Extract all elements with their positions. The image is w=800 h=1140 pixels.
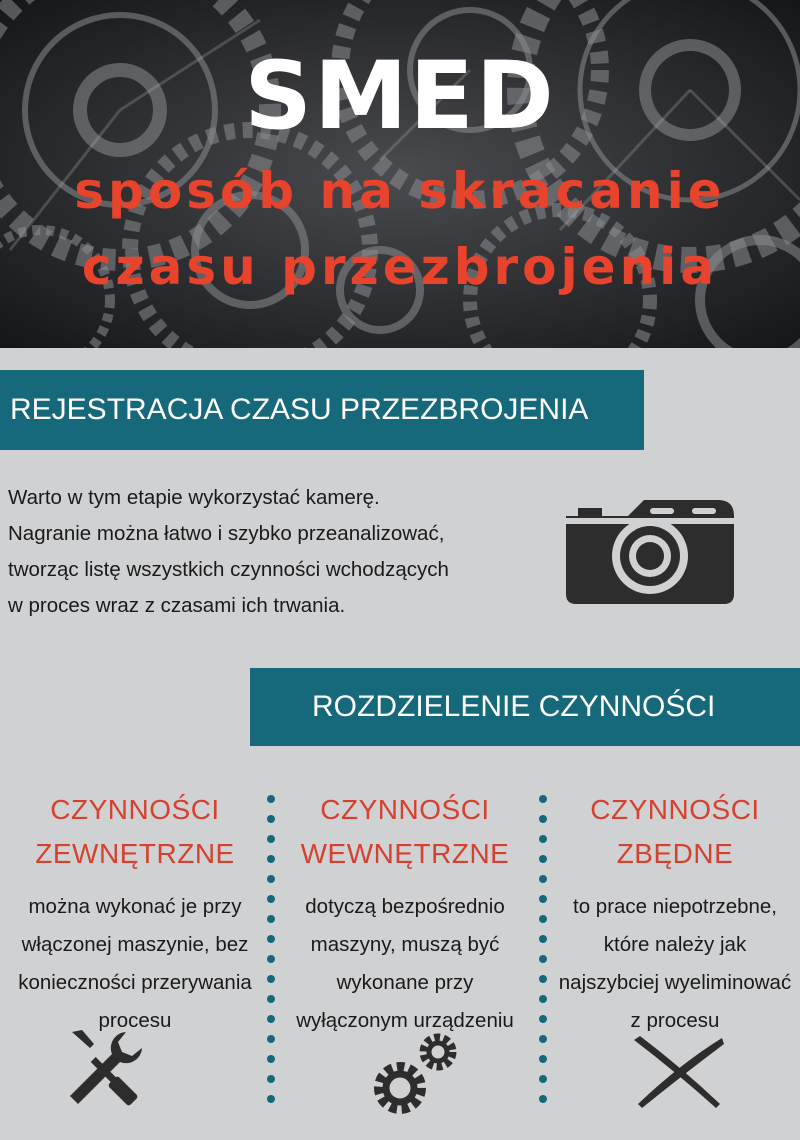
gears-icon [366,1030,464,1122]
column-heading-line: CZYNNOŚCI [50,794,220,825]
column-heading-line: ZEWNĘTRZNE [35,838,235,869]
column-heading [550,788,800,876]
subtitle-line-2: czasu przezbrojenia [81,238,719,296]
column-text-line: maszyny, muszą być [310,933,500,956]
column-text [0,888,270,1040]
column-text-line: procesu [98,1009,172,1032]
column-text-line: włączonej maszynie, bez [21,933,249,956]
column-heading-line: WEWNĘTRZNE [300,838,510,869]
column-text-line: to prace niepotrzebne, [573,895,777,918]
column-text-line: można wykonać je przy [28,895,242,918]
section-heading-recording-label: REJESTRACJA CZASU PRZEZBROJENIA [10,393,589,426]
section-heading-separation [250,668,800,746]
cross-icon [632,1034,724,1114]
column-text-line: które należy jak [603,933,747,956]
column-heading-line: CZYNNOŚCI [590,794,760,825]
column-heading [280,788,530,876]
column-internal-activities [280,788,530,1040]
column-external-activities [0,788,270,1040]
column-text-line: wykonane przy [336,971,474,994]
column-heading-line: ZBĘDNE [616,838,734,869]
recording-description [8,480,538,624]
column-text-line: dotyczą bezpośrednio [305,895,505,918]
description-line: w proces wraz z czasami ich trwania. [8,594,346,617]
column-text-line: z procesu [630,1009,720,1032]
column-text-line: wyłączonym urządzeniu [296,1009,514,1032]
column-unnecessary-activities [550,788,800,1040]
page-title: SMED [244,42,556,151]
column-text-line: najszybciej wyeliminować [558,971,792,994]
section-heading-separation-label: ROZDZIELENIE CZYNNOŚCI [312,690,716,723]
hero-banner [0,0,800,348]
column-text [550,888,800,1040]
wrench-screwdriver-icon [66,1028,146,1108]
dotted-divider [267,795,275,1115]
subtitle-line-1: sposób na skracanie [74,162,726,220]
column-heading-line: CZYNNOŚCI [320,794,490,825]
camera-icon [562,490,738,608]
column-heading [0,788,270,876]
section-heading-recording [0,370,644,450]
column-text-line: konieczności przerywania [18,971,252,994]
dotted-divider [539,795,547,1115]
column-text [280,888,530,1040]
description-line: Warto w tym etapie wykorzystać kamerę. [8,486,380,509]
description-line: Nagranie można łatwo i szybko przeanalizować, [8,522,445,545]
description-line: tworząc listę wszystkich czynności wchodzących [8,558,449,581]
